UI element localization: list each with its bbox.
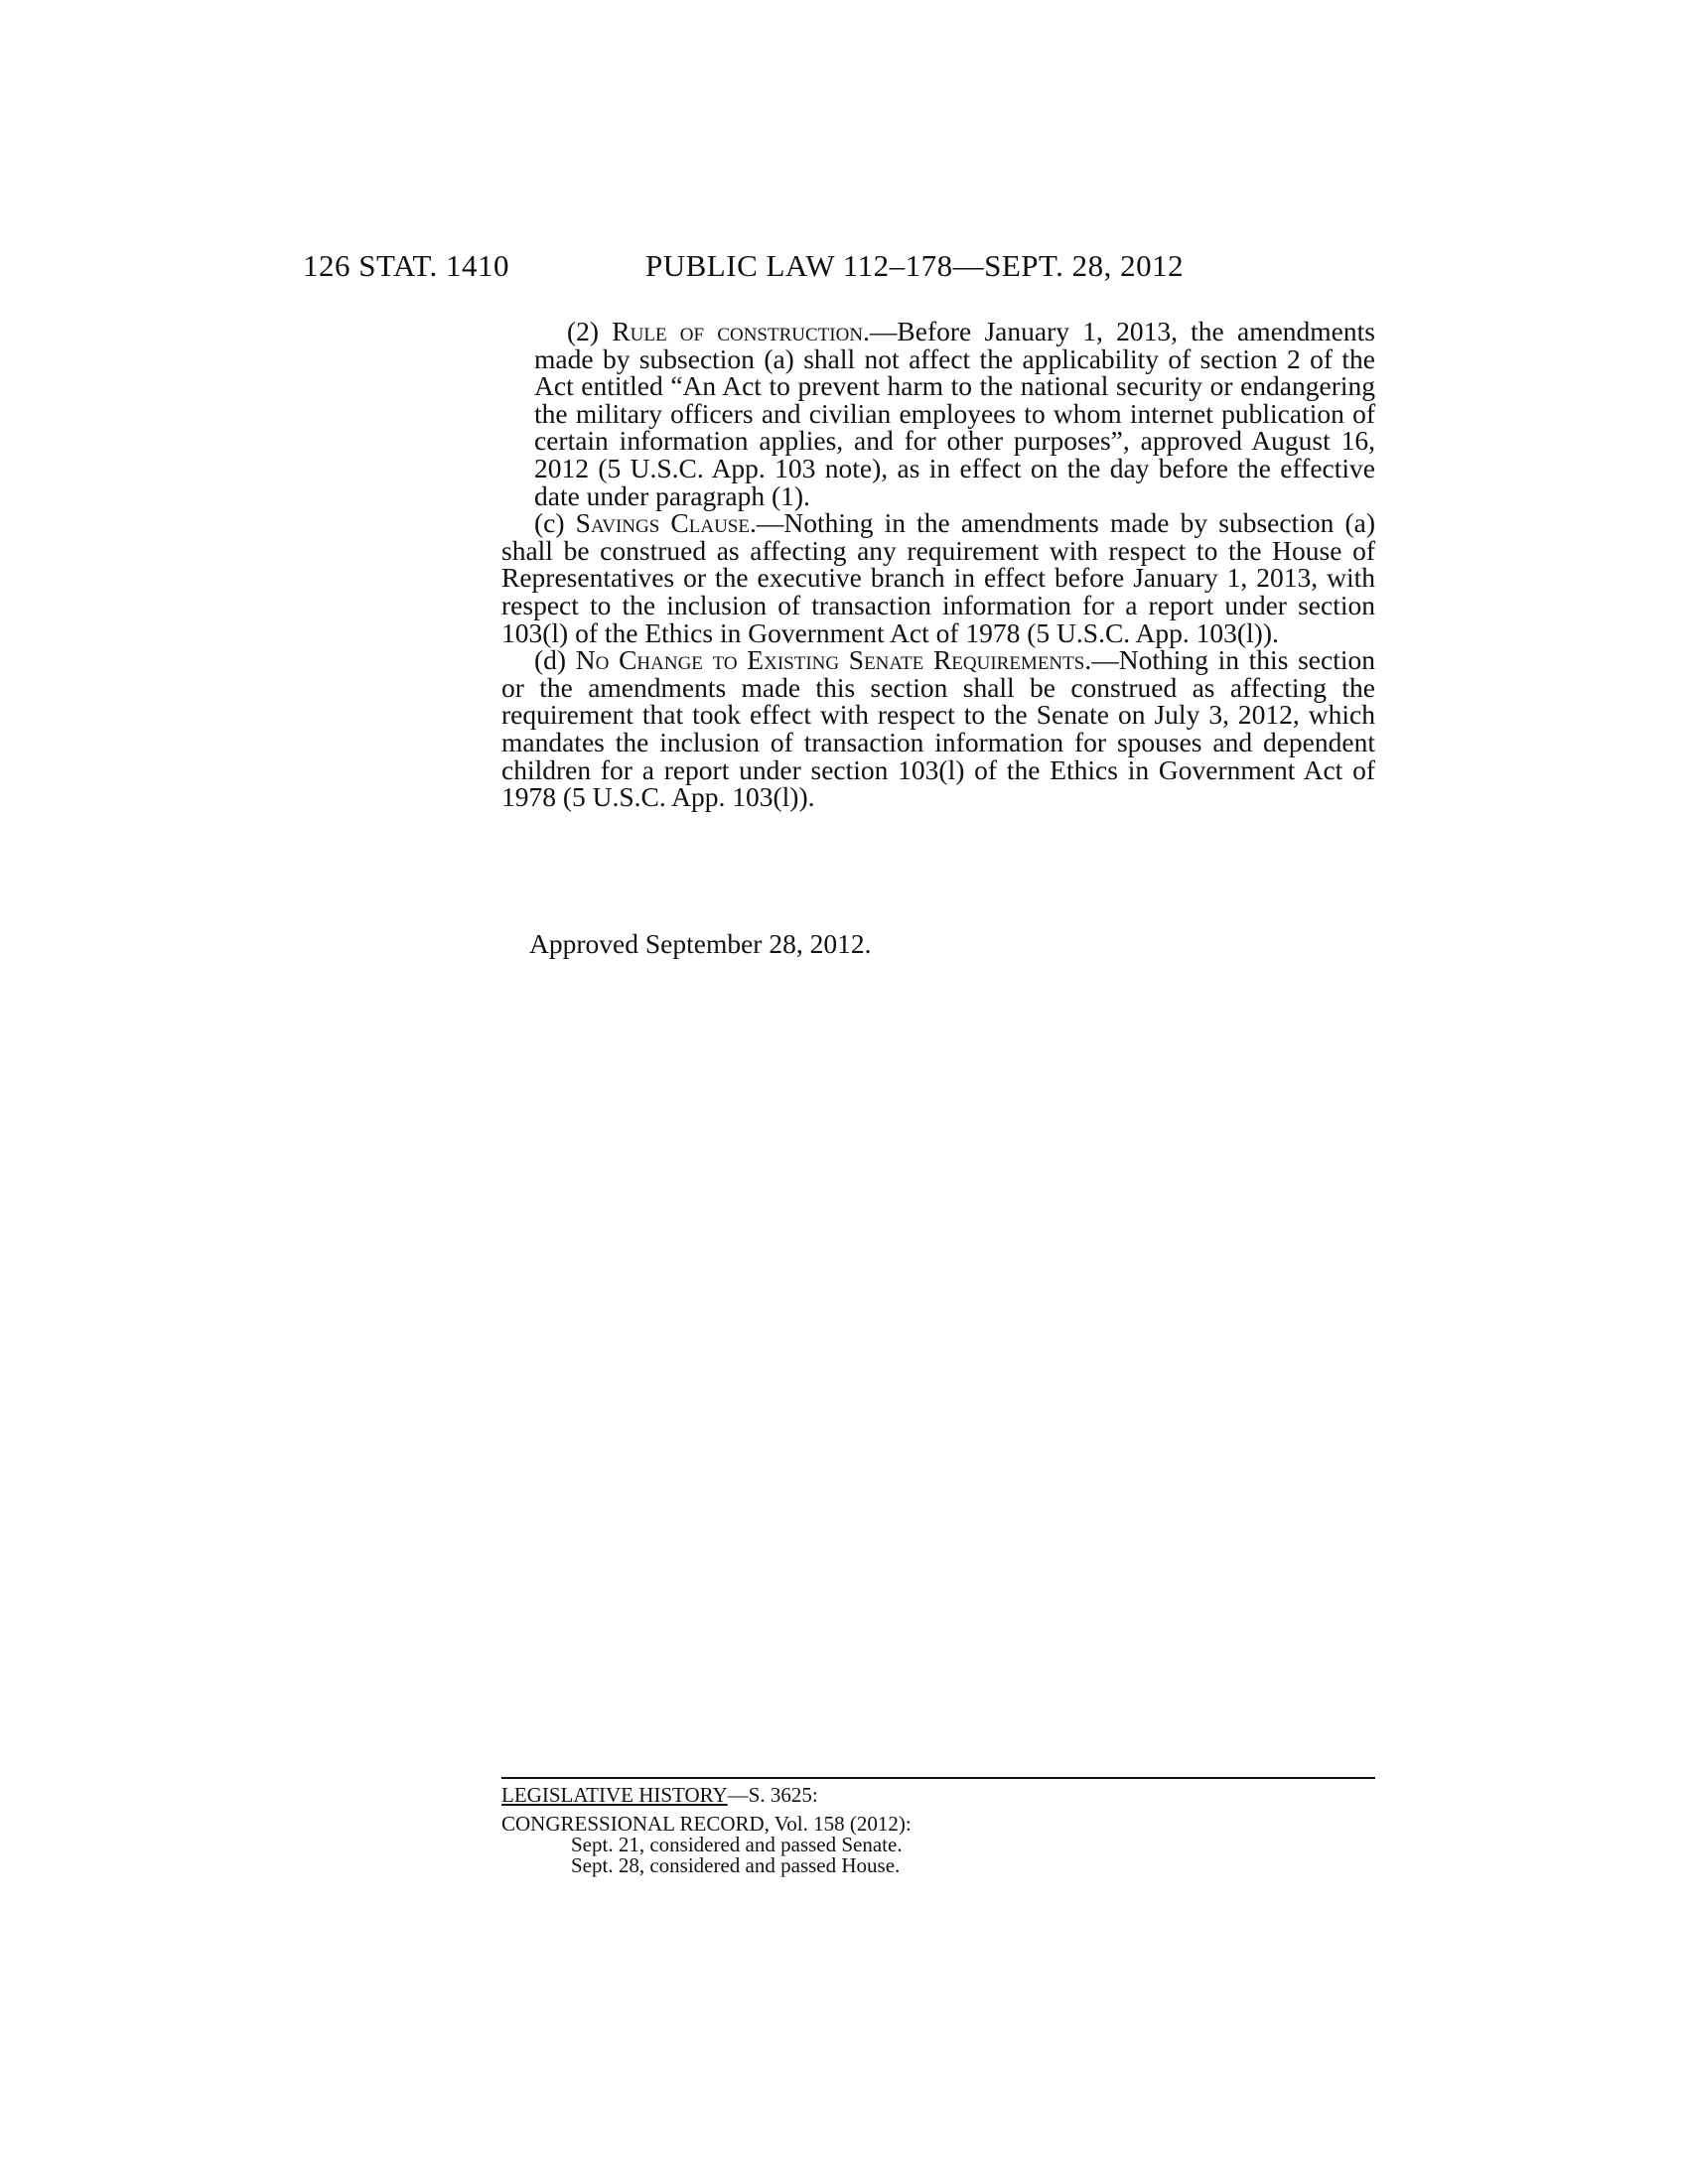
congressional-record: CONGRESSIONAL RECORD, Vol. 158 (2012):	[501, 1812, 912, 1836]
divider	[501, 1777, 1375, 1779]
subsection-number: (c)	[534, 507, 576, 539]
subsection-text: .—Nothing in the amendments made by subsection (a) shall be construed as affecting any requirement with respect to the House of Representatives or the executive branch in effect before January 1, 2013, with respect to the inclusion of transaction information for a report under section 103(l) of the Ethics in Government Act of 1978 (5 U.S.C. App. 103(l)).	[501, 507, 1375, 648]
statute-page-number: 126 STAT. 1410	[303, 248, 510, 283]
history-entry: Sept. 28, considered and passed House.	[571, 1853, 901, 1877]
subsection-heading: Savings Clause	[575, 507, 750, 539]
document-body	[501, 318, 1375, 811]
paragraph-number: (2)	[567, 316, 613, 346]
subsection-d-no-change	[501, 646, 1375, 811]
paragraph-2-rule-of-construction	[501, 318, 1375, 509]
legislative-history	[501, 1777, 1375, 1876]
subsection-number: (d)	[534, 644, 576, 676]
subsection-heading: No Change to Existing Senate Requirements	[575, 644, 1085, 676]
public-law-title: PUBLIC LAW 112–178—SEPT. 28, 2012	[645, 248, 1185, 283]
subsection-text: .—Nothing in this section or the amendments made this section shall be construed as affecting the requirement that took effect with respect to the Senate on July 3, 2012, which mandates the inclusion of transaction information for spouses and dependent children for a report under section 103(l) of the Ethics in Government Act of 1978 (5 U.S.C. App. 103(l)).	[501, 644, 1375, 813]
history-label: LEGISLATIVE HISTORY	[501, 1783, 728, 1807]
approval-date: Approved September 28, 2012.	[529, 928, 872, 959]
paragraph-text: .—Before January 1, 2013, the amendments made by subsection (a) shall not affect the applicability of section 2 of the Act entitled “An Act to prevent harm to the national security or endangering the military officers and civilian employees to whom internet publication of certain information applies, and for other purposes”, approved August 16, 2012 (5 U.S.C. App. 103 note), as in effect on the day before the effective date under paragraph (1).	[534, 316, 1375, 511]
history-heading	[501, 1785, 1375, 1806]
paragraph-heading: Rule of construction	[612, 316, 864, 346]
history-entry: Sept. 21, considered and passed Senate.	[571, 1833, 903, 1856]
page-header	[303, 248, 1296, 288]
bill-number: —S. 3625:	[727, 1783, 818, 1807]
subsection-c-savings-clause	[501, 509, 1375, 646]
